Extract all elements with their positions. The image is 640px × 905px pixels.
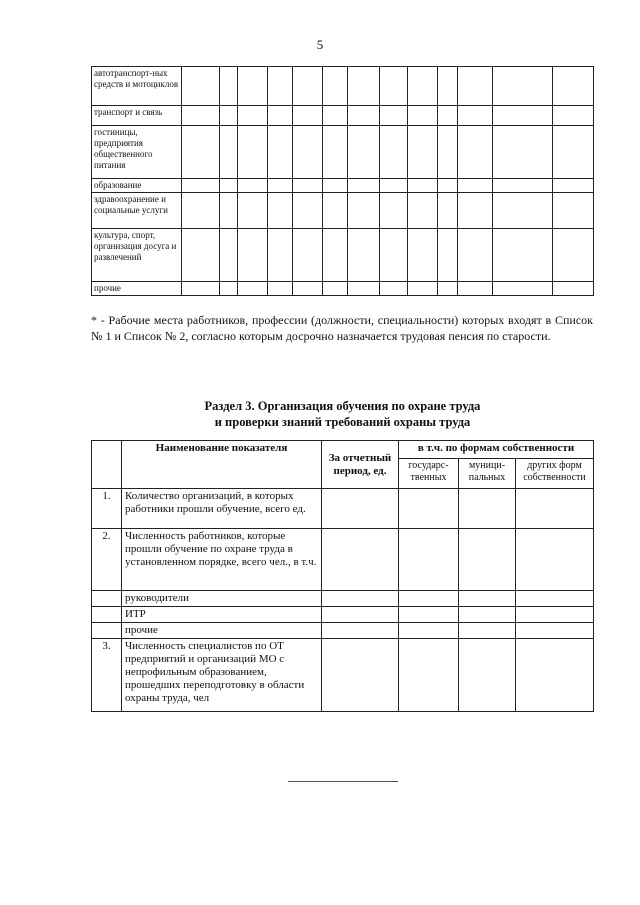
empty-cell	[408, 282, 438, 296]
empty-cell	[553, 282, 594, 296]
empty-cell	[380, 282, 408, 296]
row-label: Количество организаций, в которых работники прошли обучение, всего ед.	[122, 489, 322, 529]
state-header: государс-твенных	[399, 459, 459, 489]
empty-cell	[458, 193, 493, 229]
empty-cell	[182, 126, 220, 179]
row-label: образование	[92, 179, 182, 193]
section-3-title-line-1: Раздел 3. Организация обучения по охране труда	[204, 399, 481, 413]
empty-cell	[268, 106, 293, 126]
empty-cell	[408, 229, 438, 282]
empty-cell	[323, 229, 348, 282]
empty-cell	[553, 229, 594, 282]
empty-cell	[293, 179, 323, 193]
empty-cell	[322, 607, 399, 623]
empty-cell	[293, 106, 323, 126]
other-header: других форм собственности	[516, 459, 594, 489]
empty-cell	[516, 607, 594, 623]
empty-cell	[408, 106, 438, 126]
empty-cell	[459, 639, 516, 712]
row-label: прочие	[122, 623, 322, 639]
empty-cell	[293, 193, 323, 229]
empty-cell	[348, 229, 380, 282]
empty-cell	[322, 639, 399, 712]
page-number: 5	[316, 37, 324, 52]
empty-cell	[293, 282, 323, 296]
empty-cell	[493, 179, 553, 193]
empty-cell	[399, 529, 459, 591]
empty-cell	[380, 67, 408, 106]
empty-cell	[458, 126, 493, 179]
empty-cell	[238, 282, 268, 296]
empty-cell	[553, 67, 594, 106]
empty-cell	[322, 591, 399, 607]
empty-cell	[182, 67, 220, 106]
empty-cell	[399, 607, 459, 623]
table-row	[92, 282, 594, 296]
empty-cell	[458, 179, 493, 193]
empty-cell	[408, 179, 438, 193]
row-label: культура, спорт, организация досуга и развлечений	[92, 229, 182, 282]
empty-cell	[438, 282, 458, 296]
table-row	[92, 67, 594, 106]
empty-cell	[399, 591, 459, 607]
empty-cell	[220, 126, 238, 179]
empty-cell	[220, 106, 238, 126]
table-row	[92, 106, 594, 126]
ownership-header: в т.ч. по формам собственности	[399, 441, 594, 459]
empty-cell	[553, 193, 594, 229]
empty-cell	[323, 179, 348, 193]
empty-cell	[493, 106, 553, 126]
empty-cell	[293, 229, 323, 282]
empty-cell	[459, 489, 516, 529]
row-number	[92, 623, 122, 639]
section-3-title	[0, 398, 640, 430]
empty-cell	[438, 126, 458, 179]
empty-cell	[268, 67, 293, 106]
empty-cell	[182, 193, 220, 229]
empty-cell	[553, 179, 594, 193]
row-label: Численность специалистов по ОТ предприятий и организаций МО с непрофильным образованием, прошедших переподготовку в области охраны труда, чел	[122, 639, 322, 712]
number-header-cell	[92, 441, 122, 489]
empty-cell	[438, 179, 458, 193]
empty-cell	[493, 193, 553, 229]
period-header: За отчетный период, ед.	[322, 441, 399, 489]
row-label: ИТР	[122, 607, 322, 623]
empty-cell	[268, 229, 293, 282]
empty-cell	[348, 282, 380, 296]
empty-cell	[238, 193, 268, 229]
row-number	[92, 607, 122, 623]
empty-cell	[348, 126, 380, 179]
table-row	[92, 623, 594, 639]
empty-cell	[380, 229, 408, 282]
empty-cell	[493, 126, 553, 179]
workplaces-table-continued	[91, 66, 594, 296]
empty-cell	[516, 591, 594, 607]
empty-cell	[182, 282, 220, 296]
empty-cell	[268, 282, 293, 296]
empty-cell	[268, 193, 293, 229]
row-number: 1.	[92, 489, 122, 529]
empty-cell	[348, 193, 380, 229]
empty-cell	[408, 126, 438, 179]
table-row	[92, 126, 594, 179]
empty-cell	[323, 67, 348, 106]
empty-cell	[399, 639, 459, 712]
empty-cell	[553, 106, 594, 126]
empty-cell	[323, 282, 348, 296]
municipal-header: муници-пальных	[459, 459, 516, 489]
empty-cell	[553, 126, 594, 179]
empty-cell	[323, 126, 348, 179]
table-row	[92, 229, 594, 282]
empty-cell	[458, 282, 493, 296]
section-3-title-line-2: и проверки знаний требований охраны труда	[214, 415, 471, 429]
table-row	[92, 607, 594, 623]
empty-cell	[408, 193, 438, 229]
empty-cell	[408, 67, 438, 106]
row-label: руководители	[122, 591, 322, 607]
empty-cell	[380, 106, 408, 126]
empty-cell	[438, 229, 458, 282]
empty-cell	[438, 67, 458, 106]
empty-cell	[493, 282, 553, 296]
empty-cell	[220, 282, 238, 296]
table-row	[92, 489, 594, 529]
footnote: * - Рабочие места работников, профессии (должности, специальности) которых входят в Список № 1 и Список № 2, согласно которым досрочно назначается трудовая пенсия по старости.	[91, 313, 593, 343]
empty-cell	[348, 179, 380, 193]
empty-cell	[322, 623, 399, 639]
empty-cell	[459, 607, 516, 623]
empty-cell	[238, 106, 268, 126]
footer-rule	[288, 781, 398, 782]
empty-cell	[516, 529, 594, 591]
table-row	[92, 591, 594, 607]
empty-cell	[220, 179, 238, 193]
empty-cell	[182, 179, 220, 193]
empty-cell	[380, 193, 408, 229]
empty-cell	[268, 179, 293, 193]
table-row	[92, 529, 594, 591]
empty-cell	[348, 67, 380, 106]
row-label: здравоохранение и социальные услуги	[92, 193, 182, 229]
empty-cell	[458, 229, 493, 282]
training-table	[91, 440, 594, 712]
empty-cell	[182, 229, 220, 282]
empty-cell	[458, 106, 493, 126]
empty-cell	[459, 529, 516, 591]
row-label: прочие	[92, 282, 182, 296]
empty-cell	[516, 639, 594, 712]
empty-cell	[516, 489, 594, 529]
empty-cell	[238, 67, 268, 106]
empty-cell	[220, 193, 238, 229]
empty-cell	[380, 179, 408, 193]
empty-cell	[438, 106, 458, 126]
indicator-header: Наименование показателя	[122, 441, 322, 489]
empty-cell	[238, 126, 268, 179]
empty-cell	[438, 193, 458, 229]
empty-cell	[399, 489, 459, 529]
row-label: Численность работников, которые прошли обучение по охране труда в установленном порядке, всего чел., в т.ч.	[122, 529, 322, 591]
empty-cell	[516, 623, 594, 639]
table-row	[92, 639, 594, 712]
empty-cell	[458, 67, 493, 106]
row-label: транспорт и связь	[92, 106, 182, 126]
empty-cell	[220, 229, 238, 282]
empty-cell	[182, 106, 220, 126]
empty-cell	[493, 229, 553, 282]
table-row	[92, 179, 594, 193]
empty-cell	[323, 106, 348, 126]
empty-cell	[493, 67, 553, 106]
empty-cell	[238, 229, 268, 282]
empty-cell	[348, 106, 380, 126]
empty-cell	[459, 591, 516, 607]
row-number: 2.	[92, 529, 122, 591]
row-number: 3.	[92, 639, 122, 712]
row-label: автотранспорт-ных средств и мотоциклов	[92, 67, 182, 106]
empty-cell	[322, 489, 399, 529]
empty-cell	[293, 67, 323, 106]
empty-cell	[322, 529, 399, 591]
empty-cell	[399, 623, 459, 639]
table-row	[92, 193, 594, 229]
empty-cell	[293, 126, 323, 179]
empty-cell	[220, 67, 238, 106]
empty-cell	[459, 623, 516, 639]
empty-cell	[323, 193, 348, 229]
row-number	[92, 591, 122, 607]
empty-cell	[238, 179, 268, 193]
empty-cell	[380, 126, 408, 179]
empty-cell	[268, 126, 293, 179]
row-label: гостиницы, предприятия общественного питания	[92, 126, 182, 179]
